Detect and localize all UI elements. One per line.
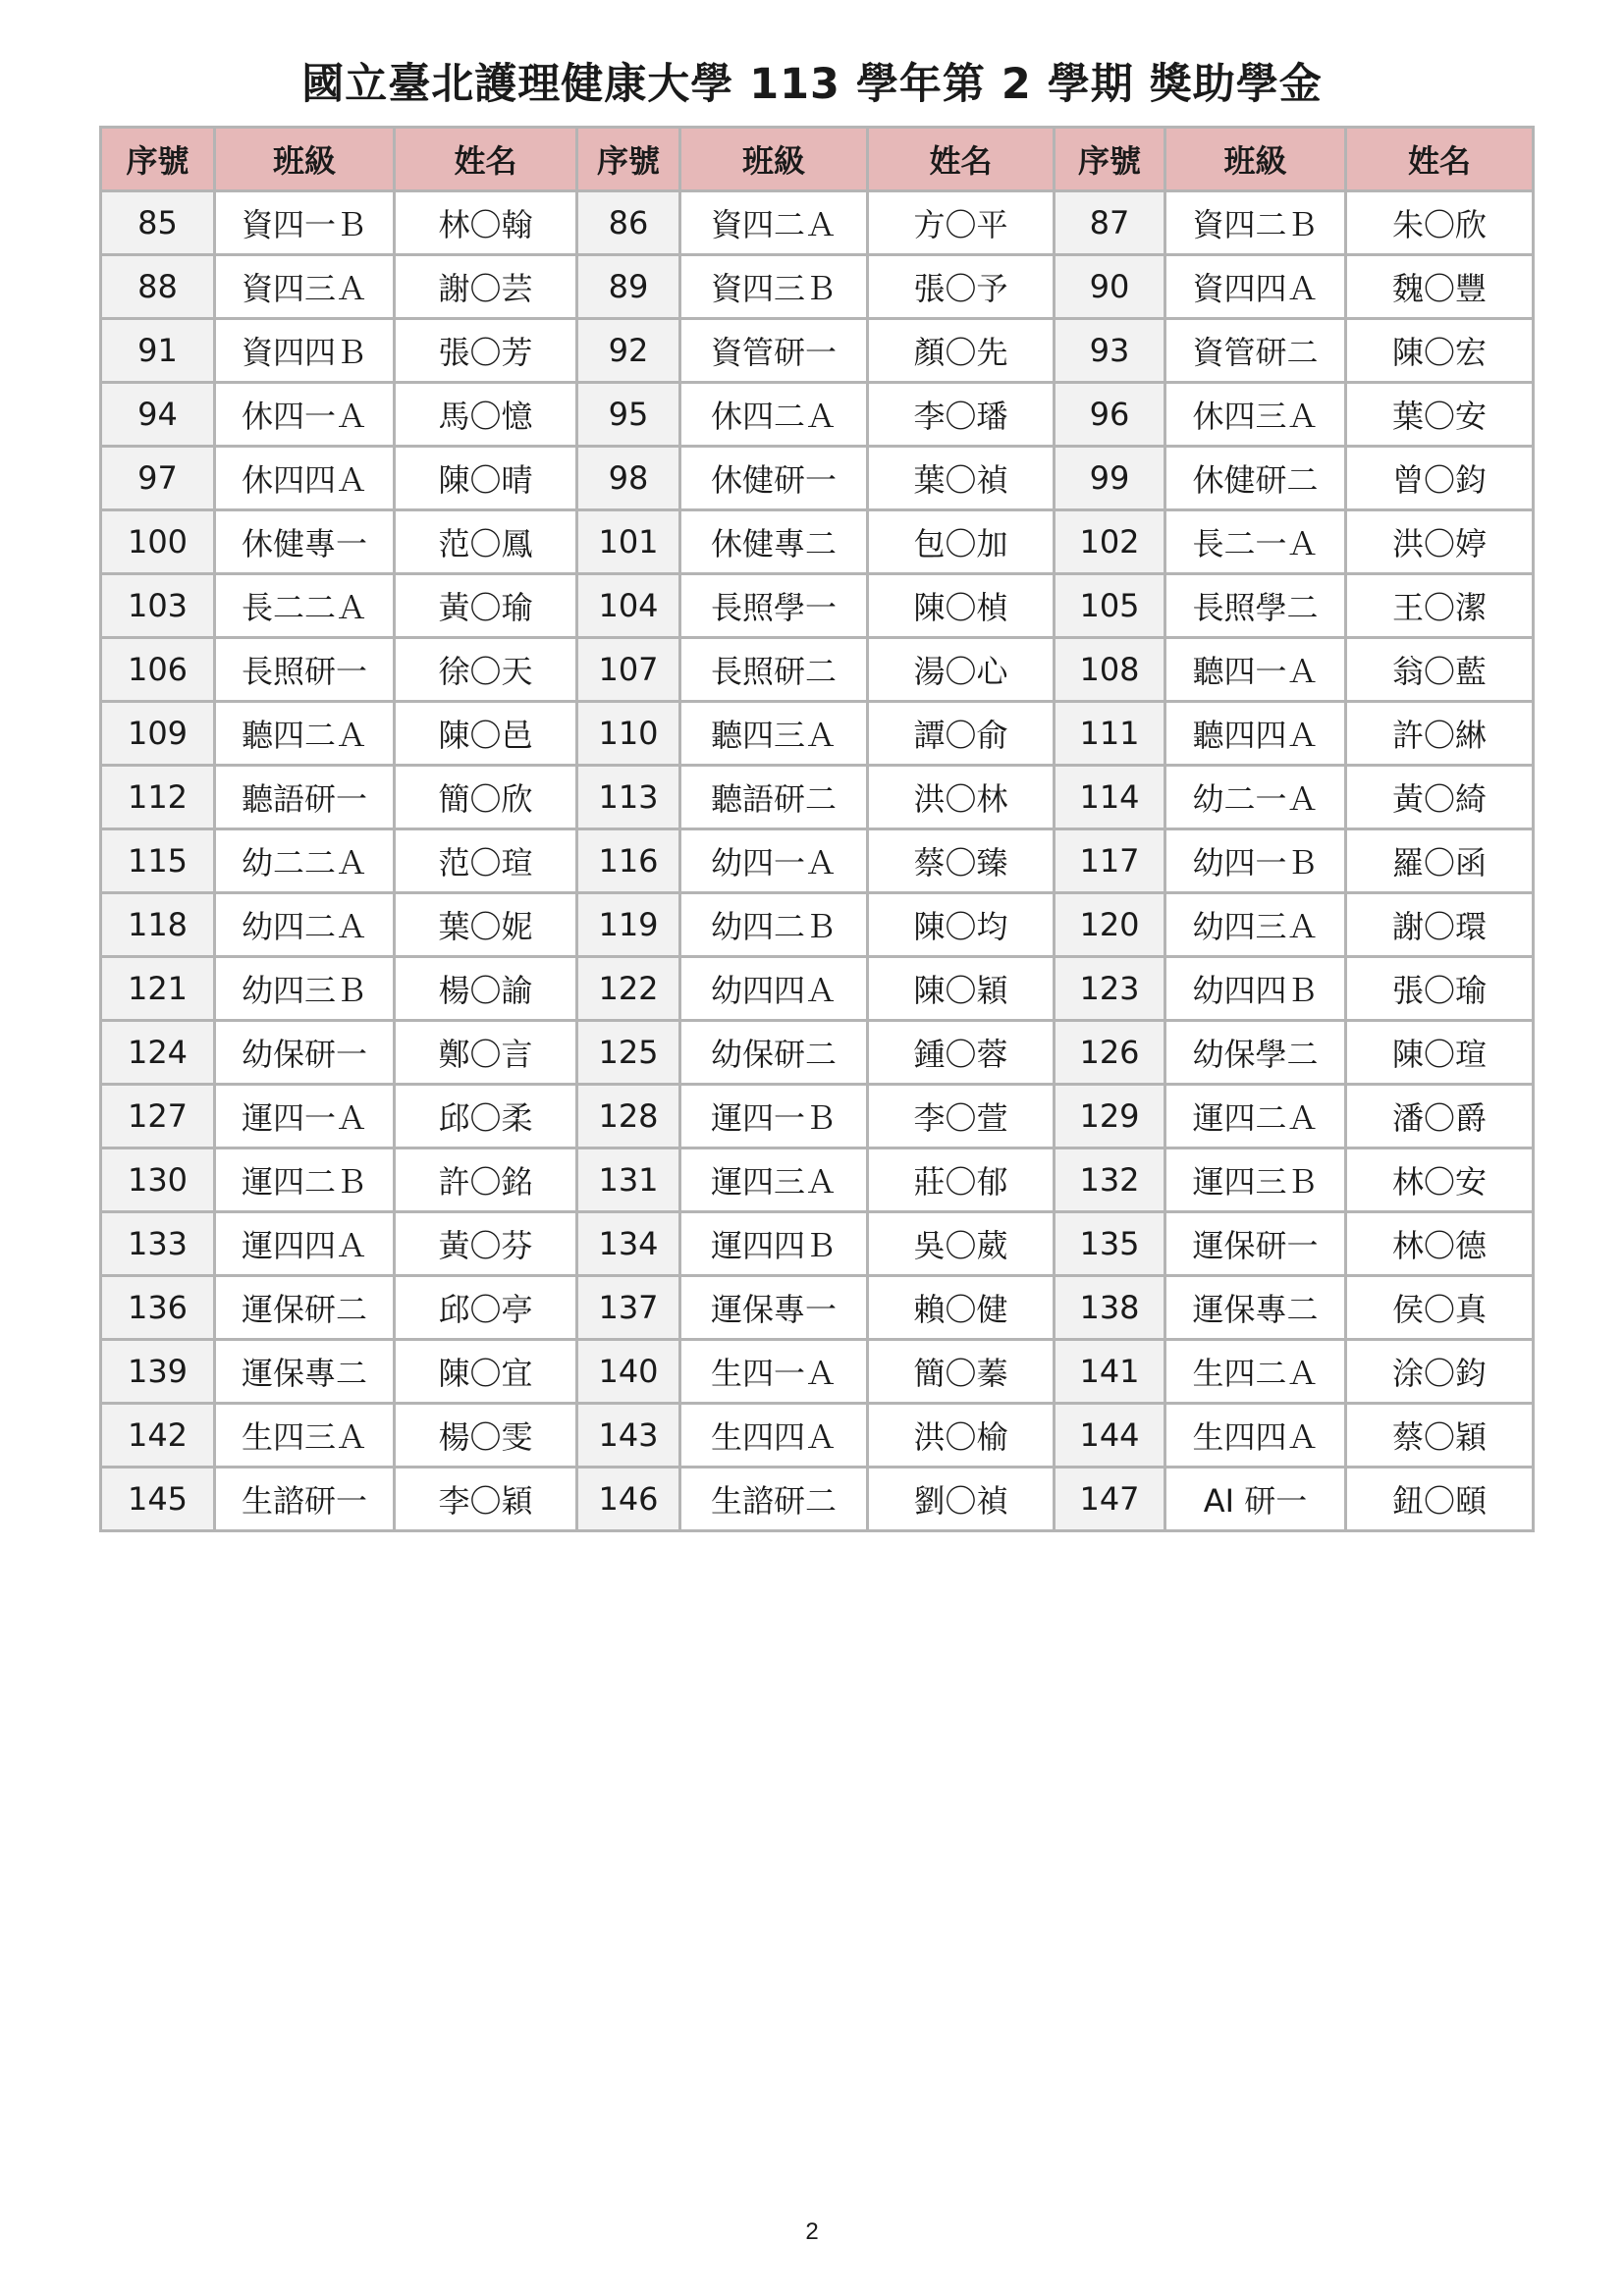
scholarship-table xyxy=(99,126,1535,1532)
student-name-cell: 翁〇藍 xyxy=(1346,638,1534,702)
student-name-cell: 洪〇林 xyxy=(868,766,1055,829)
class-cell: 幼四四Ｂ xyxy=(1165,957,1346,1021)
seq-cell: 96 xyxy=(1055,383,1165,447)
class-cell: 幼保研一 xyxy=(215,1021,395,1085)
class-cell: 幼四二Ａ xyxy=(215,893,395,957)
class-cell: 幼保學二 xyxy=(1165,1021,1346,1085)
seq-cell: 87 xyxy=(1055,191,1165,255)
seq-cell: 114 xyxy=(1055,766,1165,829)
seq-cell: 130 xyxy=(101,1148,215,1212)
class-cell: 休健研二 xyxy=(1165,447,1346,510)
table-row xyxy=(101,1021,1534,1085)
seq-cell: 121 xyxy=(101,957,215,1021)
seq-cell: 89 xyxy=(577,255,680,319)
student-name-cell: 簡〇蓁 xyxy=(868,1340,1055,1404)
student-name-cell: 陳〇晴 xyxy=(395,447,577,510)
seq-cell: 109 xyxy=(101,702,215,766)
student-name-cell: 陳〇均 xyxy=(868,893,1055,957)
class-cell: 長二二Ａ xyxy=(215,574,395,638)
student-name-cell: 謝〇芸 xyxy=(395,255,577,319)
student-name-cell: 顏〇先 xyxy=(868,319,1055,383)
seq-cell: 93 xyxy=(1055,319,1165,383)
student-name-cell: 劉〇禎 xyxy=(868,1468,1055,1531)
seq-cell: 128 xyxy=(577,1085,680,1148)
student-name-cell: 鍾〇蓉 xyxy=(868,1021,1055,1085)
class-cell: 運四四Ｂ xyxy=(680,1212,868,1276)
class-cell: 休健專二 xyxy=(680,510,868,574)
seq-cell: 119 xyxy=(577,893,680,957)
header-name: 姓名 xyxy=(1346,128,1534,191)
table-row xyxy=(101,638,1534,702)
student-name-cell: 蔡〇臻 xyxy=(868,829,1055,893)
seq-cell: 115 xyxy=(101,829,215,893)
student-name-cell: 葉〇安 xyxy=(1346,383,1534,447)
class-cell: 運四一Ａ xyxy=(215,1085,395,1148)
seq-cell: 124 xyxy=(101,1021,215,1085)
student-name-cell: 莊〇郁 xyxy=(868,1148,1055,1212)
class-cell: 長二一Ａ xyxy=(1165,510,1346,574)
class-cell: 長照學二 xyxy=(1165,574,1346,638)
class-cell: 幼四三Ｂ xyxy=(215,957,395,1021)
class-cell: 運保專二 xyxy=(215,1340,395,1404)
student-name-cell: 楊〇雯 xyxy=(395,1404,577,1468)
class-cell: 聽四一Ａ xyxy=(1165,638,1346,702)
seq-cell: 103 xyxy=(101,574,215,638)
seq-cell: 131 xyxy=(577,1148,680,1212)
class-cell: 運四三Ｂ xyxy=(1165,1148,1346,1212)
seq-cell: 85 xyxy=(101,191,215,255)
seq-cell: 143 xyxy=(577,1404,680,1468)
seq-cell: 137 xyxy=(577,1276,680,1340)
header-name: 姓名 xyxy=(395,128,577,191)
seq-cell: 141 xyxy=(1055,1340,1165,1404)
table-row xyxy=(101,1212,1534,1276)
seq-cell: 146 xyxy=(577,1468,680,1531)
student-name-cell: 李〇璠 xyxy=(868,383,1055,447)
class-cell: 幼二二Ａ xyxy=(215,829,395,893)
table-row xyxy=(101,766,1534,829)
student-name-cell: 葉〇禎 xyxy=(868,447,1055,510)
student-name-cell: 許〇銘 xyxy=(395,1148,577,1212)
class-cell: 運保專一 xyxy=(680,1276,868,1340)
seq-cell: 94 xyxy=(101,383,215,447)
student-name-cell: 潘〇爵 xyxy=(1346,1085,1534,1148)
seq-cell: 100 xyxy=(101,510,215,574)
class-cell: 幼四一Ｂ xyxy=(1165,829,1346,893)
seq-cell: 135 xyxy=(1055,1212,1165,1276)
table-row xyxy=(101,319,1534,383)
student-name-cell: 許〇綝 xyxy=(1346,702,1534,766)
seq-cell: 111 xyxy=(1055,702,1165,766)
student-name-cell: 林〇翰 xyxy=(395,191,577,255)
class-cell: 生四一Ａ xyxy=(680,1340,868,1404)
class-cell: 聽四二Ａ xyxy=(215,702,395,766)
table-row xyxy=(101,1276,1534,1340)
table-row xyxy=(101,510,1534,574)
seq-cell: 117 xyxy=(1055,829,1165,893)
student-name-cell: 曾〇鈞 xyxy=(1346,447,1534,510)
class-cell: 運四二Ａ xyxy=(1165,1085,1346,1148)
class-cell: 運保研一 xyxy=(1165,1212,1346,1276)
seq-cell: 127 xyxy=(101,1085,215,1148)
seq-cell: 116 xyxy=(577,829,680,893)
student-name-cell: 葉〇妮 xyxy=(395,893,577,957)
table-row xyxy=(101,383,1534,447)
header-seq: 序號 xyxy=(577,128,680,191)
student-name-cell: 馬〇憶 xyxy=(395,383,577,447)
student-name-cell: 涂〇鈞 xyxy=(1346,1340,1534,1404)
student-name-cell: 羅〇函 xyxy=(1346,829,1534,893)
table-row xyxy=(101,702,1534,766)
student-name-cell: 張〇予 xyxy=(868,255,1055,319)
class-cell: 資四二Ｂ xyxy=(1165,191,1346,255)
class-cell: 幼四二Ｂ xyxy=(680,893,868,957)
class-cell: 休四四Ａ xyxy=(215,447,395,510)
seq-cell: 144 xyxy=(1055,1404,1165,1468)
header-seq: 序號 xyxy=(1055,128,1165,191)
class-cell: 資四一Ｂ xyxy=(215,191,395,255)
student-name-cell: 楊〇諭 xyxy=(395,957,577,1021)
student-name-cell: 邱〇亭 xyxy=(395,1276,577,1340)
student-name-cell: 蔡〇穎 xyxy=(1346,1404,1534,1468)
student-name-cell: 林〇德 xyxy=(1346,1212,1534,1276)
student-name-cell: 鄭〇言 xyxy=(395,1021,577,1085)
student-name-cell: 洪〇婷 xyxy=(1346,510,1534,574)
seq-cell: 91 xyxy=(101,319,215,383)
class-cell: 運四二Ｂ xyxy=(215,1148,395,1212)
class-cell: 資四三Ａ xyxy=(215,255,395,319)
seq-cell: 132 xyxy=(1055,1148,1165,1212)
student-name-cell: 包〇加 xyxy=(868,510,1055,574)
seq-cell: 133 xyxy=(101,1212,215,1276)
seq-cell: 120 xyxy=(1055,893,1165,957)
table-row xyxy=(101,1148,1534,1212)
class-cell: 長照學一 xyxy=(680,574,868,638)
seq-cell: 106 xyxy=(101,638,215,702)
student-name-cell: 李〇穎 xyxy=(395,1468,577,1531)
student-name-cell: 侯〇真 xyxy=(1346,1276,1534,1340)
seq-cell: 95 xyxy=(577,383,680,447)
class-cell: 休四三Ａ xyxy=(1165,383,1346,447)
table-row xyxy=(101,574,1534,638)
class-cell: 聽四四Ａ xyxy=(1165,702,1346,766)
class-cell: 聽語研二 xyxy=(680,766,868,829)
class-cell: 資四二Ａ xyxy=(680,191,868,255)
seq-cell: 123 xyxy=(1055,957,1165,1021)
student-name-cell: 洪〇榆 xyxy=(868,1404,1055,1468)
class-cell: 幼四四Ａ xyxy=(680,957,868,1021)
header-class: 班級 xyxy=(215,128,395,191)
seq-cell: 90 xyxy=(1055,255,1165,319)
student-name-cell: 朱〇欣 xyxy=(1346,191,1534,255)
seq-cell: 142 xyxy=(101,1404,215,1468)
table-row xyxy=(101,1468,1534,1531)
seq-cell: 140 xyxy=(577,1340,680,1404)
class-cell: 生四二Ａ xyxy=(1165,1340,1346,1404)
class-cell: 生諮研一 xyxy=(215,1468,395,1531)
class-cell: 資管研二 xyxy=(1165,319,1346,383)
student-name-cell: 徐〇天 xyxy=(395,638,577,702)
class-cell: 休健專一 xyxy=(215,510,395,574)
student-name-cell: 黃〇芬 xyxy=(395,1212,577,1276)
class-cell: 運保研二 xyxy=(215,1276,395,1340)
class-cell: 聽語研一 xyxy=(215,766,395,829)
student-name-cell: 謝〇環 xyxy=(1346,893,1534,957)
seq-cell: 125 xyxy=(577,1021,680,1085)
student-name-cell: 方〇平 xyxy=(868,191,1055,255)
table-row xyxy=(101,1085,1534,1148)
student-name-cell: 黃〇綺 xyxy=(1346,766,1534,829)
seq-cell: 118 xyxy=(101,893,215,957)
student-name-cell: 陳〇穎 xyxy=(868,957,1055,1021)
seq-cell: 101 xyxy=(577,510,680,574)
seq-cell: 86 xyxy=(577,191,680,255)
table-row xyxy=(101,447,1534,510)
table-row xyxy=(101,191,1534,255)
header-seq: 序號 xyxy=(101,128,215,191)
class-cell: 生諮研二 xyxy=(680,1468,868,1531)
table-row xyxy=(101,957,1534,1021)
table-body xyxy=(101,191,1534,1531)
seq-cell: 105 xyxy=(1055,574,1165,638)
seq-cell: 134 xyxy=(577,1212,680,1276)
student-name-cell: 張〇芳 xyxy=(395,319,577,383)
class-cell: 幼四一Ａ xyxy=(680,829,868,893)
student-name-cell: 鈕〇頤 xyxy=(1346,1468,1534,1531)
seq-cell: 102 xyxy=(1055,510,1165,574)
student-name-cell: 王〇潔 xyxy=(1346,574,1534,638)
class-cell: 運四四Ａ xyxy=(215,1212,395,1276)
class-cell: 運四一Ｂ xyxy=(680,1085,868,1148)
seq-cell: 112 xyxy=(101,766,215,829)
student-name-cell: 黃〇瑜 xyxy=(395,574,577,638)
class-cell: 休四二Ａ xyxy=(680,383,868,447)
class-cell: 生四三Ａ xyxy=(215,1404,395,1468)
seq-cell: 147 xyxy=(1055,1468,1165,1531)
table-row xyxy=(101,829,1534,893)
seq-cell: 108 xyxy=(1055,638,1165,702)
class-cell: 運四三Ａ xyxy=(680,1148,868,1212)
seq-cell: 97 xyxy=(101,447,215,510)
student-name-cell: 陳〇瑄 xyxy=(1346,1021,1534,1085)
class-cell: 生四四Ａ xyxy=(1165,1404,1346,1468)
student-name-cell: 賴〇健 xyxy=(868,1276,1055,1340)
student-name-cell: 陳〇楨 xyxy=(868,574,1055,638)
seq-cell: 136 xyxy=(101,1276,215,1340)
student-name-cell: 湯〇心 xyxy=(868,638,1055,702)
student-name-cell: 范〇鳳 xyxy=(395,510,577,574)
seq-cell: 129 xyxy=(1055,1085,1165,1148)
class-cell: 休健研一 xyxy=(680,447,868,510)
class-cell: AI 研一 xyxy=(1165,1468,1346,1531)
table-row xyxy=(101,893,1534,957)
class-cell: 休四一Ａ xyxy=(215,383,395,447)
table-row xyxy=(101,1340,1534,1404)
class-cell: 幼二一Ａ xyxy=(1165,766,1346,829)
student-name-cell: 張〇瑜 xyxy=(1346,957,1534,1021)
seq-cell: 110 xyxy=(577,702,680,766)
seq-cell: 145 xyxy=(101,1468,215,1531)
student-name-cell: 邱〇柔 xyxy=(395,1085,577,1148)
header-class: 班級 xyxy=(1165,128,1346,191)
student-name-cell: 譚〇俞 xyxy=(868,702,1055,766)
seq-cell: 126 xyxy=(1055,1021,1165,1085)
seq-cell: 113 xyxy=(577,766,680,829)
header-class: 班級 xyxy=(680,128,868,191)
class-cell: 幼四三Ａ xyxy=(1165,893,1346,957)
seq-cell: 92 xyxy=(577,319,680,383)
class-cell: 生四四Ａ xyxy=(680,1404,868,1468)
student-name-cell: 簡〇欣 xyxy=(395,766,577,829)
class-cell: 資四四Ａ xyxy=(1165,255,1346,319)
student-name-cell: 范〇瑄 xyxy=(395,829,577,893)
student-name-cell: 魏〇豐 xyxy=(1346,255,1534,319)
class-cell: 資四四Ｂ xyxy=(215,319,395,383)
seq-cell: 138 xyxy=(1055,1276,1165,1340)
seq-cell: 98 xyxy=(577,447,680,510)
student-name-cell: 李〇萱 xyxy=(868,1085,1055,1148)
header-name: 姓名 xyxy=(868,128,1055,191)
seq-cell: 122 xyxy=(577,957,680,1021)
student-name-cell: 陳〇宜 xyxy=(395,1340,577,1404)
student-name-cell: 吳〇葳 xyxy=(868,1212,1055,1276)
table-row xyxy=(101,1404,1534,1468)
student-name-cell: 林〇安 xyxy=(1346,1148,1534,1212)
class-cell: 運保專二 xyxy=(1165,1276,1346,1340)
seq-cell: 99 xyxy=(1055,447,1165,510)
seq-cell: 139 xyxy=(101,1340,215,1404)
class-cell: 幼保研二 xyxy=(680,1021,868,1085)
seq-cell: 107 xyxy=(577,638,680,702)
class-cell: 資管研一 xyxy=(680,319,868,383)
page-number: 2 xyxy=(805,2218,819,2245)
seq-cell: 104 xyxy=(577,574,680,638)
page-title: 國立臺北護理健康大學 113 學年第 2 學期 獎助學金 xyxy=(301,60,1323,109)
student-name-cell: 陳〇宏 xyxy=(1346,319,1534,383)
table-row xyxy=(101,255,1534,319)
class-cell: 長照研一 xyxy=(215,638,395,702)
seq-cell: 88 xyxy=(101,255,215,319)
class-cell: 聽四三Ａ xyxy=(680,702,868,766)
header-row xyxy=(101,128,1534,191)
student-name-cell: 陳〇邑 xyxy=(395,702,577,766)
class-cell: 資四三Ｂ xyxy=(680,255,868,319)
class-cell: 長照研二 xyxy=(680,638,868,702)
